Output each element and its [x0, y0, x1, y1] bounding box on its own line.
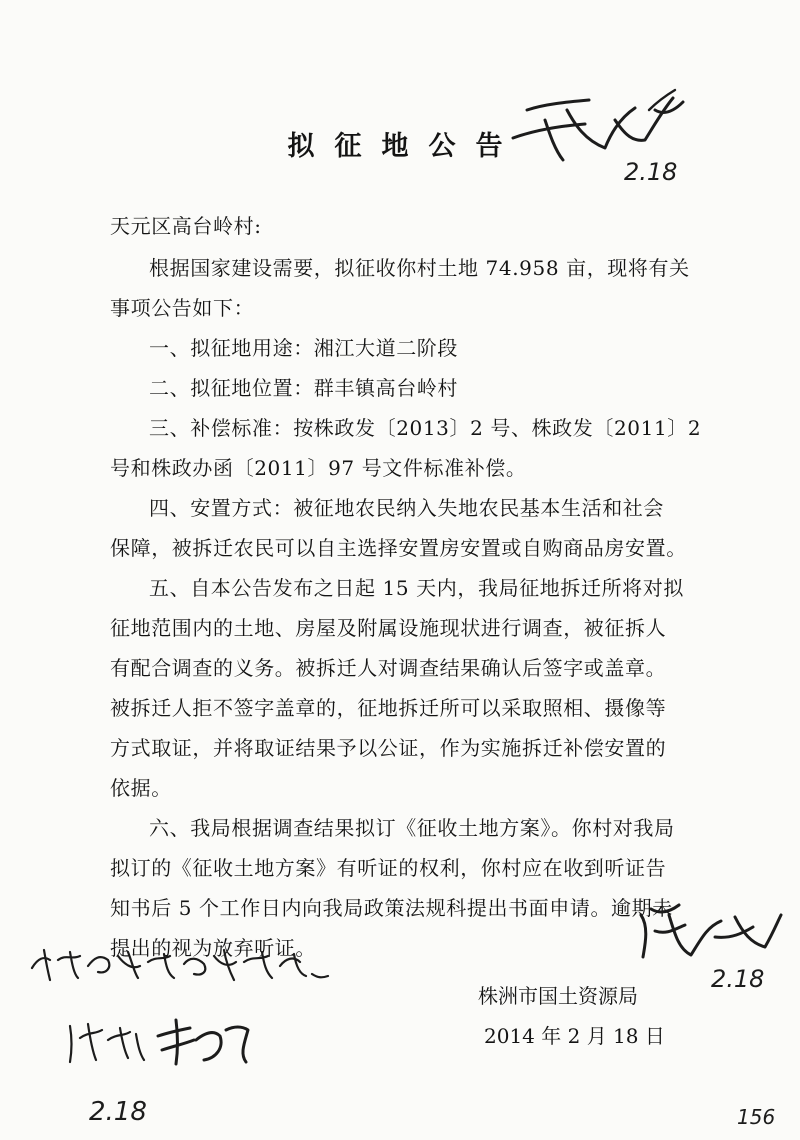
body-line: 提出的视为放弃听证。 [110, 936, 316, 960]
body-line: 三、补偿标准：按株政发〔2013〕2 号、株政发〔2011〕2 [149, 416, 702, 440]
body-line: 保障，被拆迁农民可以自主选择安置房安置或自购商品房安置。 [110, 536, 687, 560]
addressee: 天元区高台岭村: [110, 214, 262, 238]
body-line: 方式取证，并将取证结果予以公证，作为实施拆迁补偿安置的 [110, 736, 667, 760]
handwritten-date-right [705, 955, 785, 1005]
issuer: 株洲市国土资源局 [478, 984, 638, 1008]
body-line: 知书后 5 个工作日内向我局政策法规科提出书面申请。逾期未 [110, 896, 673, 920]
body-line: 二、拟征地位置：群丰镇高台岭村 [149, 376, 458, 400]
document-title: 拟征地公告 [287, 131, 523, 162]
handwritten-note [28, 938, 348, 988]
signature-bottom [58, 1010, 268, 1070]
body-line: 依据。 [110, 776, 172, 800]
body-line: 一、拟征地用途：湘江大道二阶段 [149, 336, 458, 360]
svg-text:156: 156 [737, 1105, 776, 1129]
svg-text:2.18: 2.18 [711, 965, 765, 993]
body-line: 根据国家建设需要，拟征收你村土地 74.958 亩，现将有关 [149, 256, 690, 280]
body-line: 事项公告如下： [110, 296, 255, 320]
svg-text:2.18: 2.18 [624, 158, 678, 186]
body-line: 被拆迁人拒不签字盖章的，征地拆迁所可以采取照相、摄像等 [110, 696, 667, 720]
handwritten-date-top [620, 150, 700, 190]
handwritten-date-bottom [85, 1090, 175, 1130]
body-line: 有配合调查的义务。被拆迁人对调查结果确认后签字或盖章。 [110, 656, 667, 680]
body-line: 六、我局根据调查结果拟订《征收土地方案》。你村对我局 [149, 816, 675, 840]
body-line: 号和株政办函〔2011〕97 号文件标准补偿。 [110, 456, 527, 480]
page-number [735, 1098, 795, 1134]
issue-date: 2014 年 2 月 18 日 [484, 1024, 665, 1048]
body-line: 征地范围内的土地、房屋及附属设施现状进行调查，被征拆人 [110, 616, 667, 640]
body-line: 五、自本公告发布之日起 15 天内，我局征地拆迁所将对拟 [149, 576, 684, 600]
svg-text:2.18: 2.18 [89, 1097, 147, 1127]
body-line: 四、安置方式：被征地农民纳入失地农民基本生活和社会 [149, 496, 664, 520]
body-line: 拟订的《征收土地方案》有听证的权利，你村应在收到听证告 [110, 856, 667, 880]
